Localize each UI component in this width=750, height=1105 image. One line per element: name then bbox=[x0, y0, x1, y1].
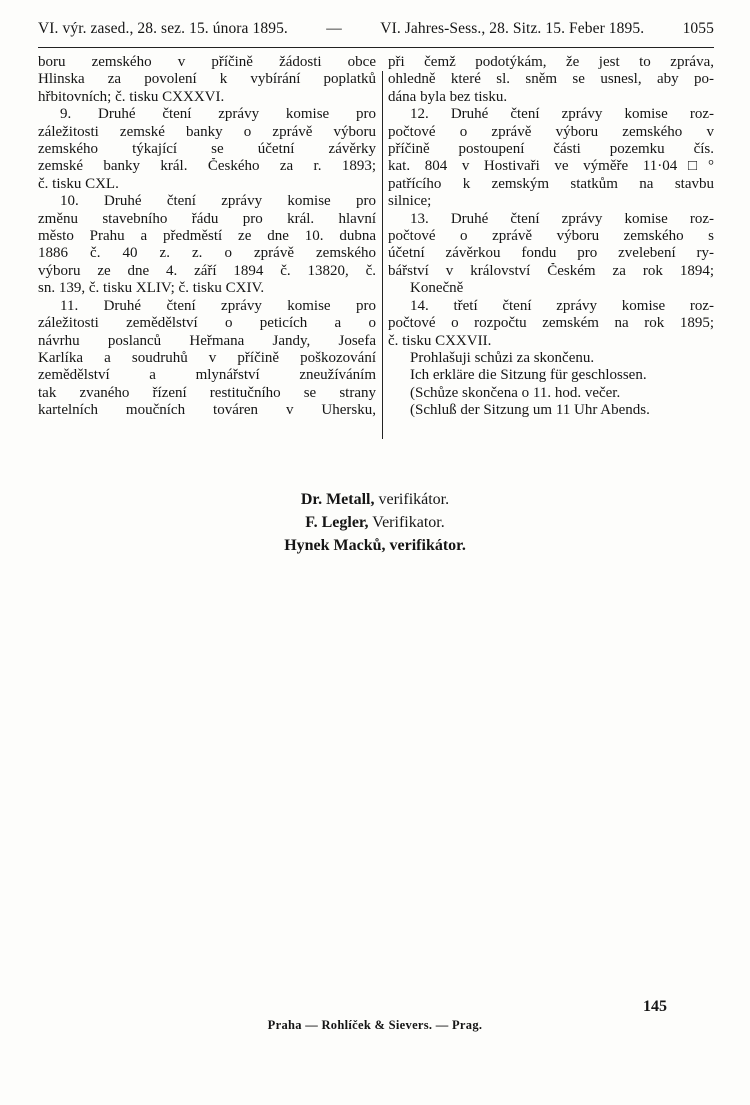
text-line: zemského týkající se účetní závěrky bbox=[38, 141, 376, 158]
page-number: 145 bbox=[643, 998, 667, 1015]
text-line: (Schůze skončena o 11. hod. večer. bbox=[410, 384, 621, 401]
text-line: silnice; bbox=[388, 193, 432, 210]
signature-name: Hynek Macků, bbox=[284, 537, 386, 554]
text-line: záležitosti zemědělství o peticích a o bbox=[38, 315, 376, 332]
text-line: Prohlašuji schůzi za skončenu. bbox=[410, 349, 595, 366]
text-line: příčině postoupení části pozemku čís. bbox=[388, 141, 714, 158]
text-line: záležitosti zemské banky o zprávě výboru bbox=[38, 123, 376, 140]
text-line: změnu stavebního řádu pro král. hlavní bbox=[38, 210, 376, 227]
signature-macku bbox=[0, 535, 750, 556]
text-line: Konečně bbox=[410, 280, 464, 297]
header-german: VI. Jahres-Sess., 28. Sitz. 15. Feber 1895. bbox=[380, 20, 645, 37]
printer-footer: Praha — Rohlíček & Sievers. — Prag. bbox=[267, 1018, 483, 1032]
text-line: Karlíka a soudruhů v příčině poškozování bbox=[38, 349, 376, 366]
text-line: boru zemského v příčině žádosti obce bbox=[38, 54, 376, 70]
signature-role: Verifikator. bbox=[372, 514, 445, 531]
signature-legler bbox=[0, 512, 750, 533]
text-line: č. tisku CXL. bbox=[38, 175, 119, 192]
signature-role: verifikátor. bbox=[389, 537, 466, 554]
text-line: 14. třetí čtení zprávy komise roz- bbox=[410, 297, 714, 314]
text-line: Hlinska za povolení k vybírání poplatků bbox=[38, 71, 376, 88]
signature-name: Dr. Metall, bbox=[300, 491, 375, 508]
text-line: počtové o zprávě výboru zemského v bbox=[388, 123, 714, 140]
text-line: Ich erkläre die Sitzung für geschlossen. bbox=[410, 367, 647, 384]
text-line: ohledně které sl. sněm se usnesl, aby po- bbox=[388, 71, 714, 88]
signature-name: F. Legler, bbox=[305, 514, 369, 531]
header-czech: VI. výr. zased., 28. sez. 15. února 1895. bbox=[38, 20, 288, 37]
text-line: sn. 139, č. tisku XLIV; č. tisku CXIV. bbox=[38, 280, 265, 297]
text-line: kartelních moučních továren v Uhersku, bbox=[38, 402, 376, 419]
text-line: kat. 804 v Hostivaři ve výměře 11·04□° bbox=[388, 158, 714, 175]
text-line: počtové o rozpočtu zemském na rok 1895; bbox=[388, 315, 714, 332]
text-line: 1886 č. 40 z. z. o zprávě zemského bbox=[38, 245, 376, 262]
column-divider bbox=[382, 71, 383, 439]
left-column bbox=[38, 54, 376, 420]
text-line: zemědělství a mlynářství zneužíváním bbox=[38, 367, 376, 384]
text-line: při čemž podotýkám, že jest to zpráva, bbox=[388, 54, 714, 70]
text-line: dána byla bez tisku. bbox=[388, 88, 508, 105]
signature-metall bbox=[0, 489, 750, 510]
text-line: hřbitovních; č. tisku CXXXVI. bbox=[38, 88, 225, 105]
text-line: 13. Druhé čtení zprávy komise roz- bbox=[410, 210, 714, 227]
page-header bbox=[38, 20, 714, 38]
text-line: patřícího k zemským statkům na stavbu bbox=[388, 175, 714, 192]
text-line: bářství v království Českém za rok 1894; bbox=[388, 262, 714, 279]
right-column bbox=[388, 54, 714, 420]
text-line: výboru ze dne 4. září 1894 č. 13820, č. bbox=[38, 262, 376, 279]
text-line: město Prahu a předměstí ze dne 10. dubna bbox=[38, 228, 376, 245]
text-line: 10. Druhé čtení zprávy komise pro bbox=[60, 193, 376, 210]
signature-role: verifikátor. bbox=[378, 491, 450, 508]
text-line: počtové o zprávě výboru zemského s bbox=[388, 228, 714, 245]
text-line: (Schluß der Sitzung um 11 Uhr Abends. bbox=[410, 402, 650, 419]
text-line: návrhu poslanců Heřmana Jandy, Josefa bbox=[38, 332, 376, 349]
text-line: účetní závěrkou fondu pro zvelebení ry- bbox=[388, 245, 714, 262]
text-line: 11. Druhé čtení zprávy komise pro bbox=[60, 297, 376, 314]
text-line: tak zvaného řízení restitučního se strany bbox=[38, 384, 376, 401]
text-line: 12. Druhé čtení zprávy komise roz- bbox=[410, 106, 714, 123]
text-line: 9. Druhé čtení zprávy komise pro bbox=[60, 106, 376, 123]
text-line: zemské banky král. Českého za r. 1893; bbox=[38, 158, 376, 175]
text-line: č. tisku CXXVII. bbox=[388, 332, 492, 349]
header-page-number: 1055 bbox=[682, 20, 714, 37]
header-rule bbox=[38, 47, 714, 48]
header-dash: — bbox=[326, 20, 342, 37]
